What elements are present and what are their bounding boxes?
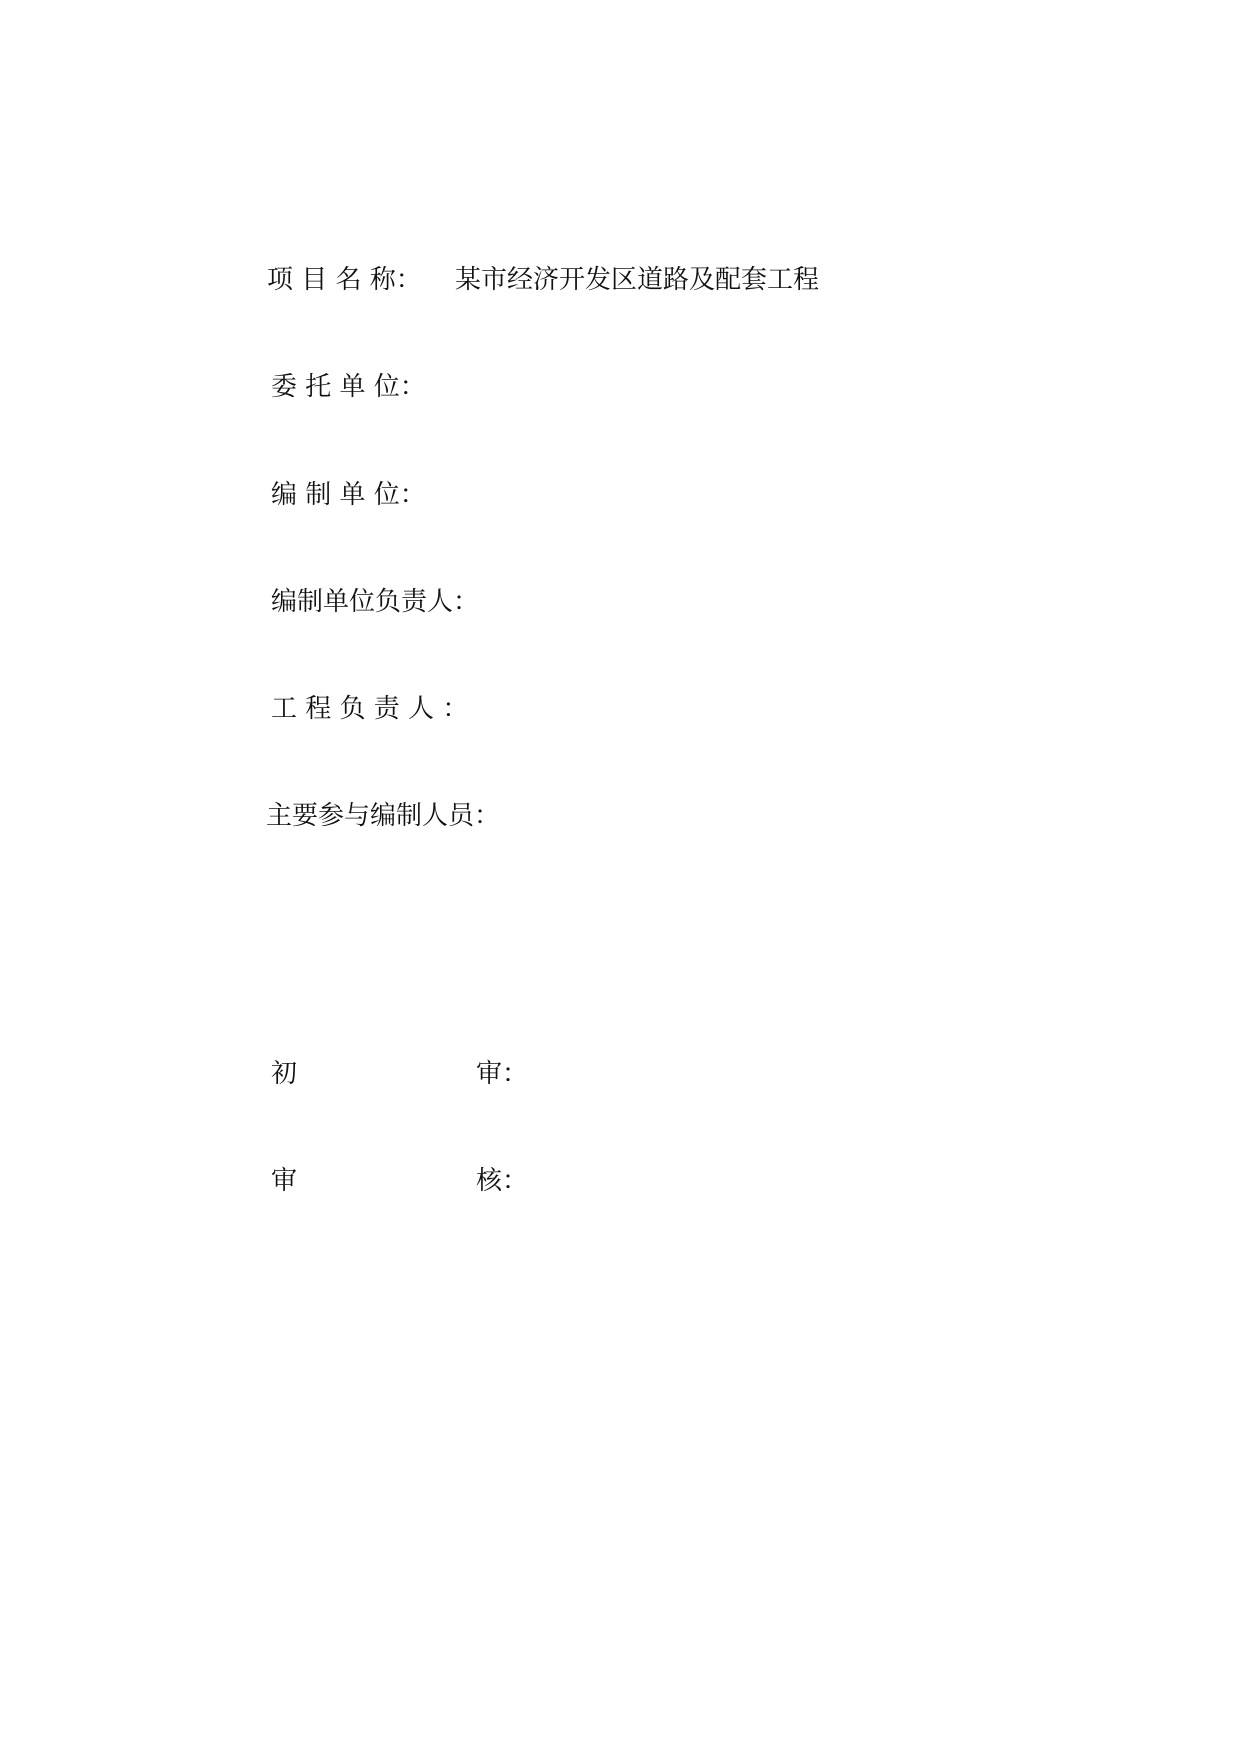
client-row [0,362,1241,412]
project-name-value: 某市经济开发区道路及配套工程 [455,265,820,295]
preliminary-review-label-left: 初 [271,1059,298,1089]
main-staff-label: 主要参与编制人员： [266,801,501,831]
preparer-head-row [0,577,1241,627]
project-name-label: 项 目 名 称： [267,265,422,295]
project-name-row [0,255,1241,305]
prepared-by-row [0,470,1241,520]
prepared-by-label: 编 制 单 位： [271,480,426,510]
preliminary-review-label-right: 审： [476,1059,529,1089]
final-review-row [0,1156,1241,1206]
project-lead-label: 工 程 负 责 人 ： [271,694,469,724]
preparer-head-label: 编制单位负责人： [271,587,480,617]
final-review-label-left: 审 [271,1166,298,1196]
client-label: 委 托 单 位： [271,372,426,402]
main-staff-row [0,791,1241,841]
final-review-label-right: 核： [476,1166,529,1196]
project-lead-row [0,684,1241,734]
preliminary-review-row [0,1049,1241,1099]
